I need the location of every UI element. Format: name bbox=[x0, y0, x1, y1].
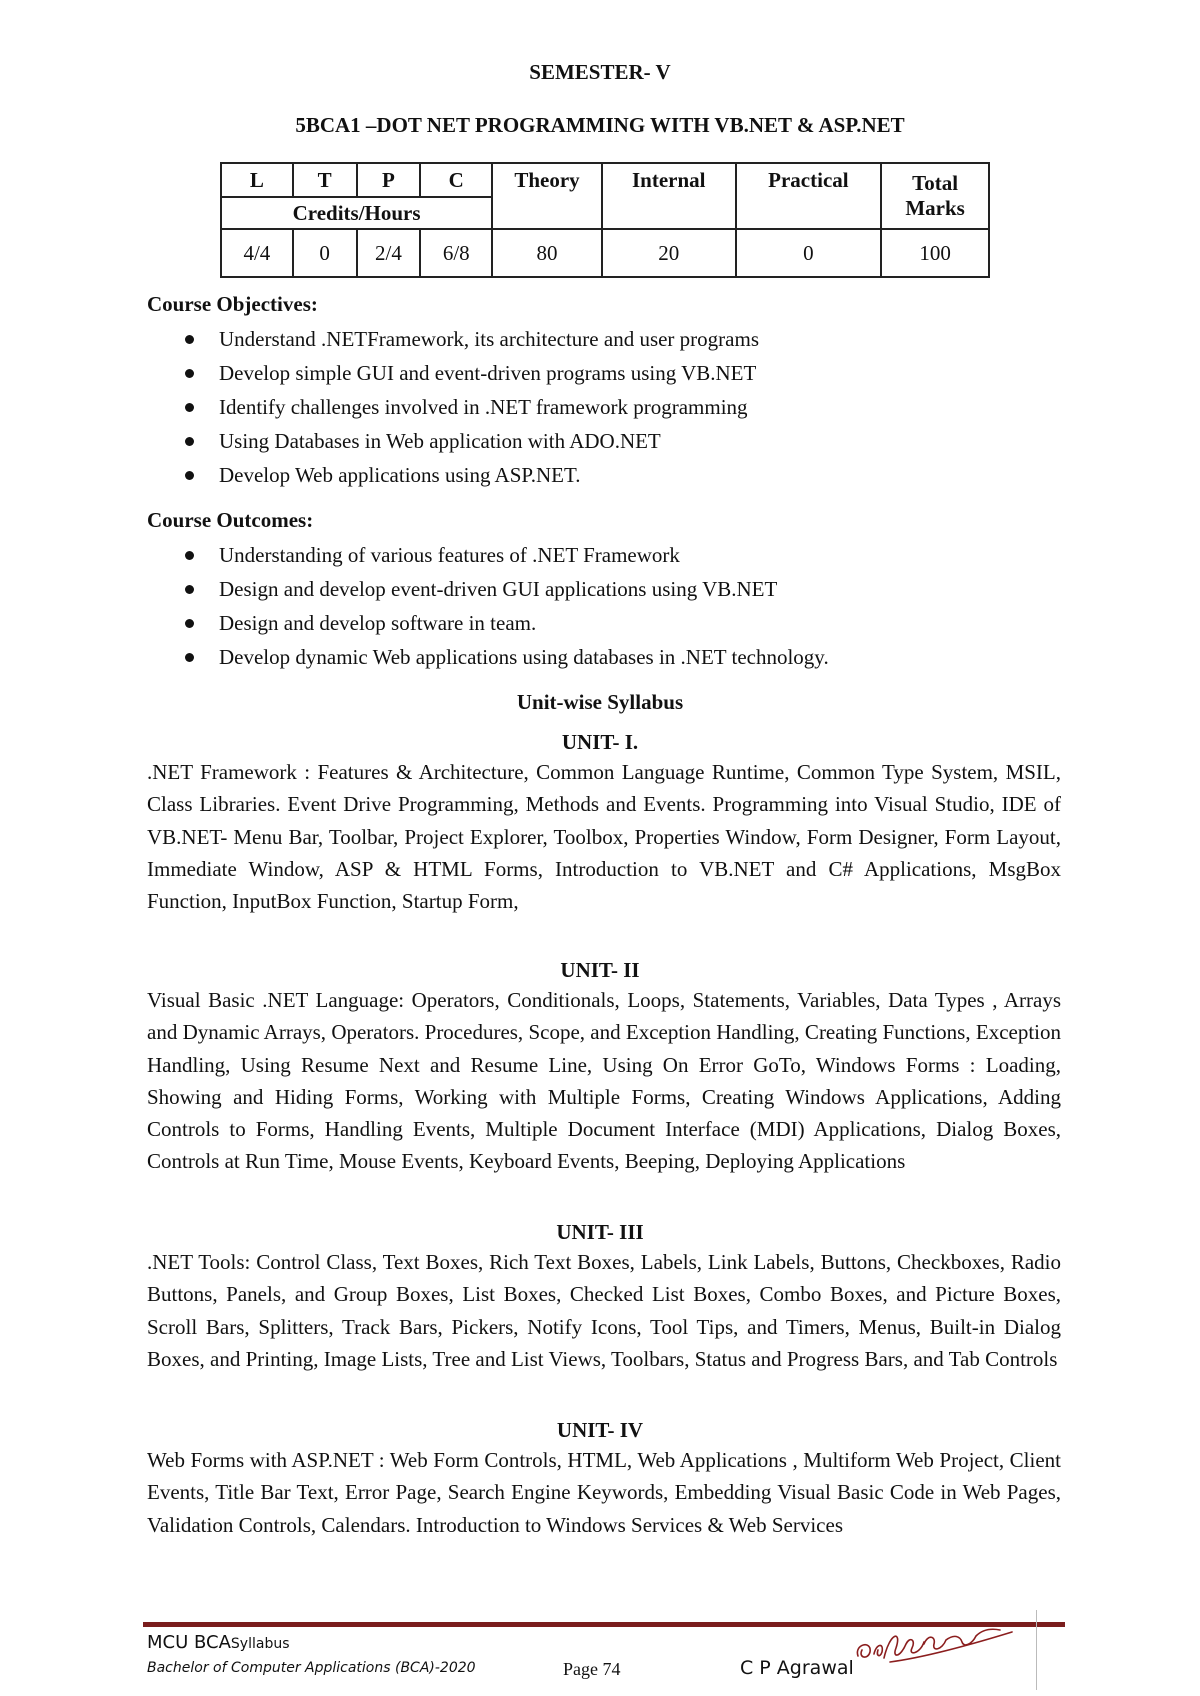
value-practical: 0 bbox=[736, 229, 882, 277]
header-practical: Practical bbox=[736, 163, 882, 229]
bullet-icon bbox=[185, 619, 194, 628]
unit-4-title: UNIT- IV bbox=[556, 1418, 644, 1442]
value-t: 0 bbox=[293, 229, 357, 277]
list-item-text: Identify challenges involved in .NET framework programming bbox=[219, 395, 748, 419]
bullet-icon bbox=[185, 585, 194, 594]
value-p: 2/4 bbox=[357, 229, 421, 277]
bullet-icon bbox=[185, 335, 194, 344]
list-item-text: Understanding of various features of .NET Framework bbox=[219, 543, 680, 567]
bullet-icon bbox=[185, 471, 194, 480]
list-item bbox=[147, 538, 829, 572]
list-item bbox=[147, 458, 759, 492]
outcomes-list bbox=[147, 538, 829, 674]
list-item-text: Design and develop event-driven GUI applications using VB.NET bbox=[219, 577, 778, 601]
list-item bbox=[147, 390, 759, 424]
unit-3-text: .NET Tools: Control Class, Text Boxes, Rich Text Boxes, Labels, Link Labels, Buttons, Checkboxes, Radio Buttons, Panels, and Group Boxes, List Boxes, Checked List Boxes, Combo Boxes, and Picture Boxes, Scroll Bars, Splitters, Track Bars, Pickers, Notify Icons, Tool Tips, and Timers, Menus, Built-in Dialog Boxes, and Printing, Image Lists, Tree and List Views, Toolbars, Status and Progress Bars, and Tab Controls bbox=[147, 1250, 1061, 1371]
footer-vertical-rule bbox=[1036, 1610, 1037, 1690]
signature-icon bbox=[850, 1614, 1020, 1674]
syllabus-heading: Unit-wise Syllabus bbox=[516, 690, 684, 714]
value-internal: 20 bbox=[602, 229, 736, 277]
objectives-list bbox=[147, 322, 759, 492]
semester-heading: SEMESTER- V bbox=[529, 60, 671, 84]
value-total: 100 bbox=[881, 229, 989, 277]
header-theory: Theory bbox=[492, 163, 602, 229]
bullet-icon bbox=[185, 369, 194, 378]
list-item bbox=[147, 322, 759, 356]
header-total-marks bbox=[881, 163, 989, 229]
header-l: L bbox=[221, 163, 293, 197]
bullet-icon bbox=[185, 403, 194, 412]
outcomes-heading: Course Outcomes: bbox=[147, 508, 314, 532]
header-t: T bbox=[293, 163, 357, 197]
list-item-text: Develop dynamic Web applications using databases in .NET technology. bbox=[219, 645, 829, 669]
unit-1-text: .NET Framework : Features & Architecture, Common Language Runtime, Common Type System, MSIL, Class Libraries. Event Drive Programming, Methods and Events. Programming into Visual Studio, IDE of VB.NET- Menu Bar, Toolbar, Project Explorer, Toolbox, Properties Window, Form Designer, Form Layout, Immediate Window, ASP & HTML Forms, Introduction to VB.NET and C# Applications, MsgBox Function, InputBox Function, Startup Form, bbox=[147, 760, 1061, 914]
header-c: C bbox=[420, 163, 492, 197]
value-c: 6/8 bbox=[420, 229, 492, 277]
header-total: Total bbox=[912, 171, 959, 195]
value-l: 4/4 bbox=[221, 229, 293, 277]
footer-author: C P Agrawal bbox=[740, 1657, 854, 1679]
unit-1-title: UNIT- I. bbox=[561, 730, 639, 754]
course-title: 5BCA1 –DOT NET PROGRAMMING WITH VB.NET & ASP.NET bbox=[295, 113, 905, 137]
objectives-heading: Course Objectives: bbox=[147, 292, 318, 316]
credits-table bbox=[220, 162, 990, 278]
bullet-icon bbox=[185, 653, 194, 662]
list-item-text: Develop simple GUI and event-driven programs using VB.NET bbox=[219, 361, 757, 385]
footer-university bbox=[147, 1632, 290, 1653]
list-item-text: Design and develop software in team. bbox=[219, 611, 537, 635]
unit-2-title: UNIT- II bbox=[560, 958, 640, 982]
header-p: P bbox=[357, 163, 421, 197]
list-item bbox=[147, 424, 759, 458]
header-marks: Marks bbox=[905, 196, 965, 220]
unit-2-text: Visual Basic .NET Language: Operators, Conditionals, Loops, Statements, Variables, Data Types , Arrays and Dynamic Arrays, Operators. Procedures, Scope, and Exception Handling, Creating Functions, Exception Handling, Using Resume Next and Resume Line, Using On Error GoTo, Windows Forms : Loading, Showing and Hiding Forms, Working with Multiple Forms, Creating Windows Applications, Adding Controls to Forms, Handling Events, Multiple Document Interface (MDI) Applications, Dialog Boxes, Controls at Run Time, Mouse Events, Keyboard Events, Beeping, Deploying Applications bbox=[147, 988, 1061, 1174]
list-item bbox=[147, 640, 829, 674]
list-item bbox=[147, 572, 829, 606]
list-item bbox=[147, 356, 759, 390]
list-item-text: Develop Web applications using ASP.NET. bbox=[219, 463, 581, 487]
bullet-icon bbox=[185, 551, 194, 560]
footer-university-small: Syllabus bbox=[230, 1636, 290, 1652]
value-theory: 80 bbox=[492, 229, 602, 277]
list-item bbox=[147, 606, 829, 640]
footer-university-name: MCU BCA bbox=[147, 1632, 231, 1653]
bullet-icon bbox=[185, 437, 194, 446]
list-item-text: Understand .NETFramework, its architecture and user programs bbox=[219, 327, 759, 351]
unit-3-title: UNIT- III bbox=[556, 1220, 644, 1244]
list-item-text: Using Databases in Web application with ADO.NET bbox=[219, 429, 661, 453]
header-internal: Internal bbox=[602, 163, 736, 229]
header-credits-hours: Credits/Hours bbox=[221, 197, 492, 229]
footer-program: Bachelor of Computer Applications (BCA)-2020 bbox=[147, 1660, 476, 1676]
footer-page-number: Page 74 bbox=[563, 1659, 621, 1679]
unit-4-text: Web Forms with ASP.NET : Web Form Controls, HTML, Web Applications , Multiform Web Project, Client Events, Title Bar Text, Error Page, Search Engine Keywords, Embedding Visual Basic Code in Web Pages, Validation Controls, Calendars. Introduction to Windows Services & Web Services bbox=[147, 1448, 1061, 1537]
